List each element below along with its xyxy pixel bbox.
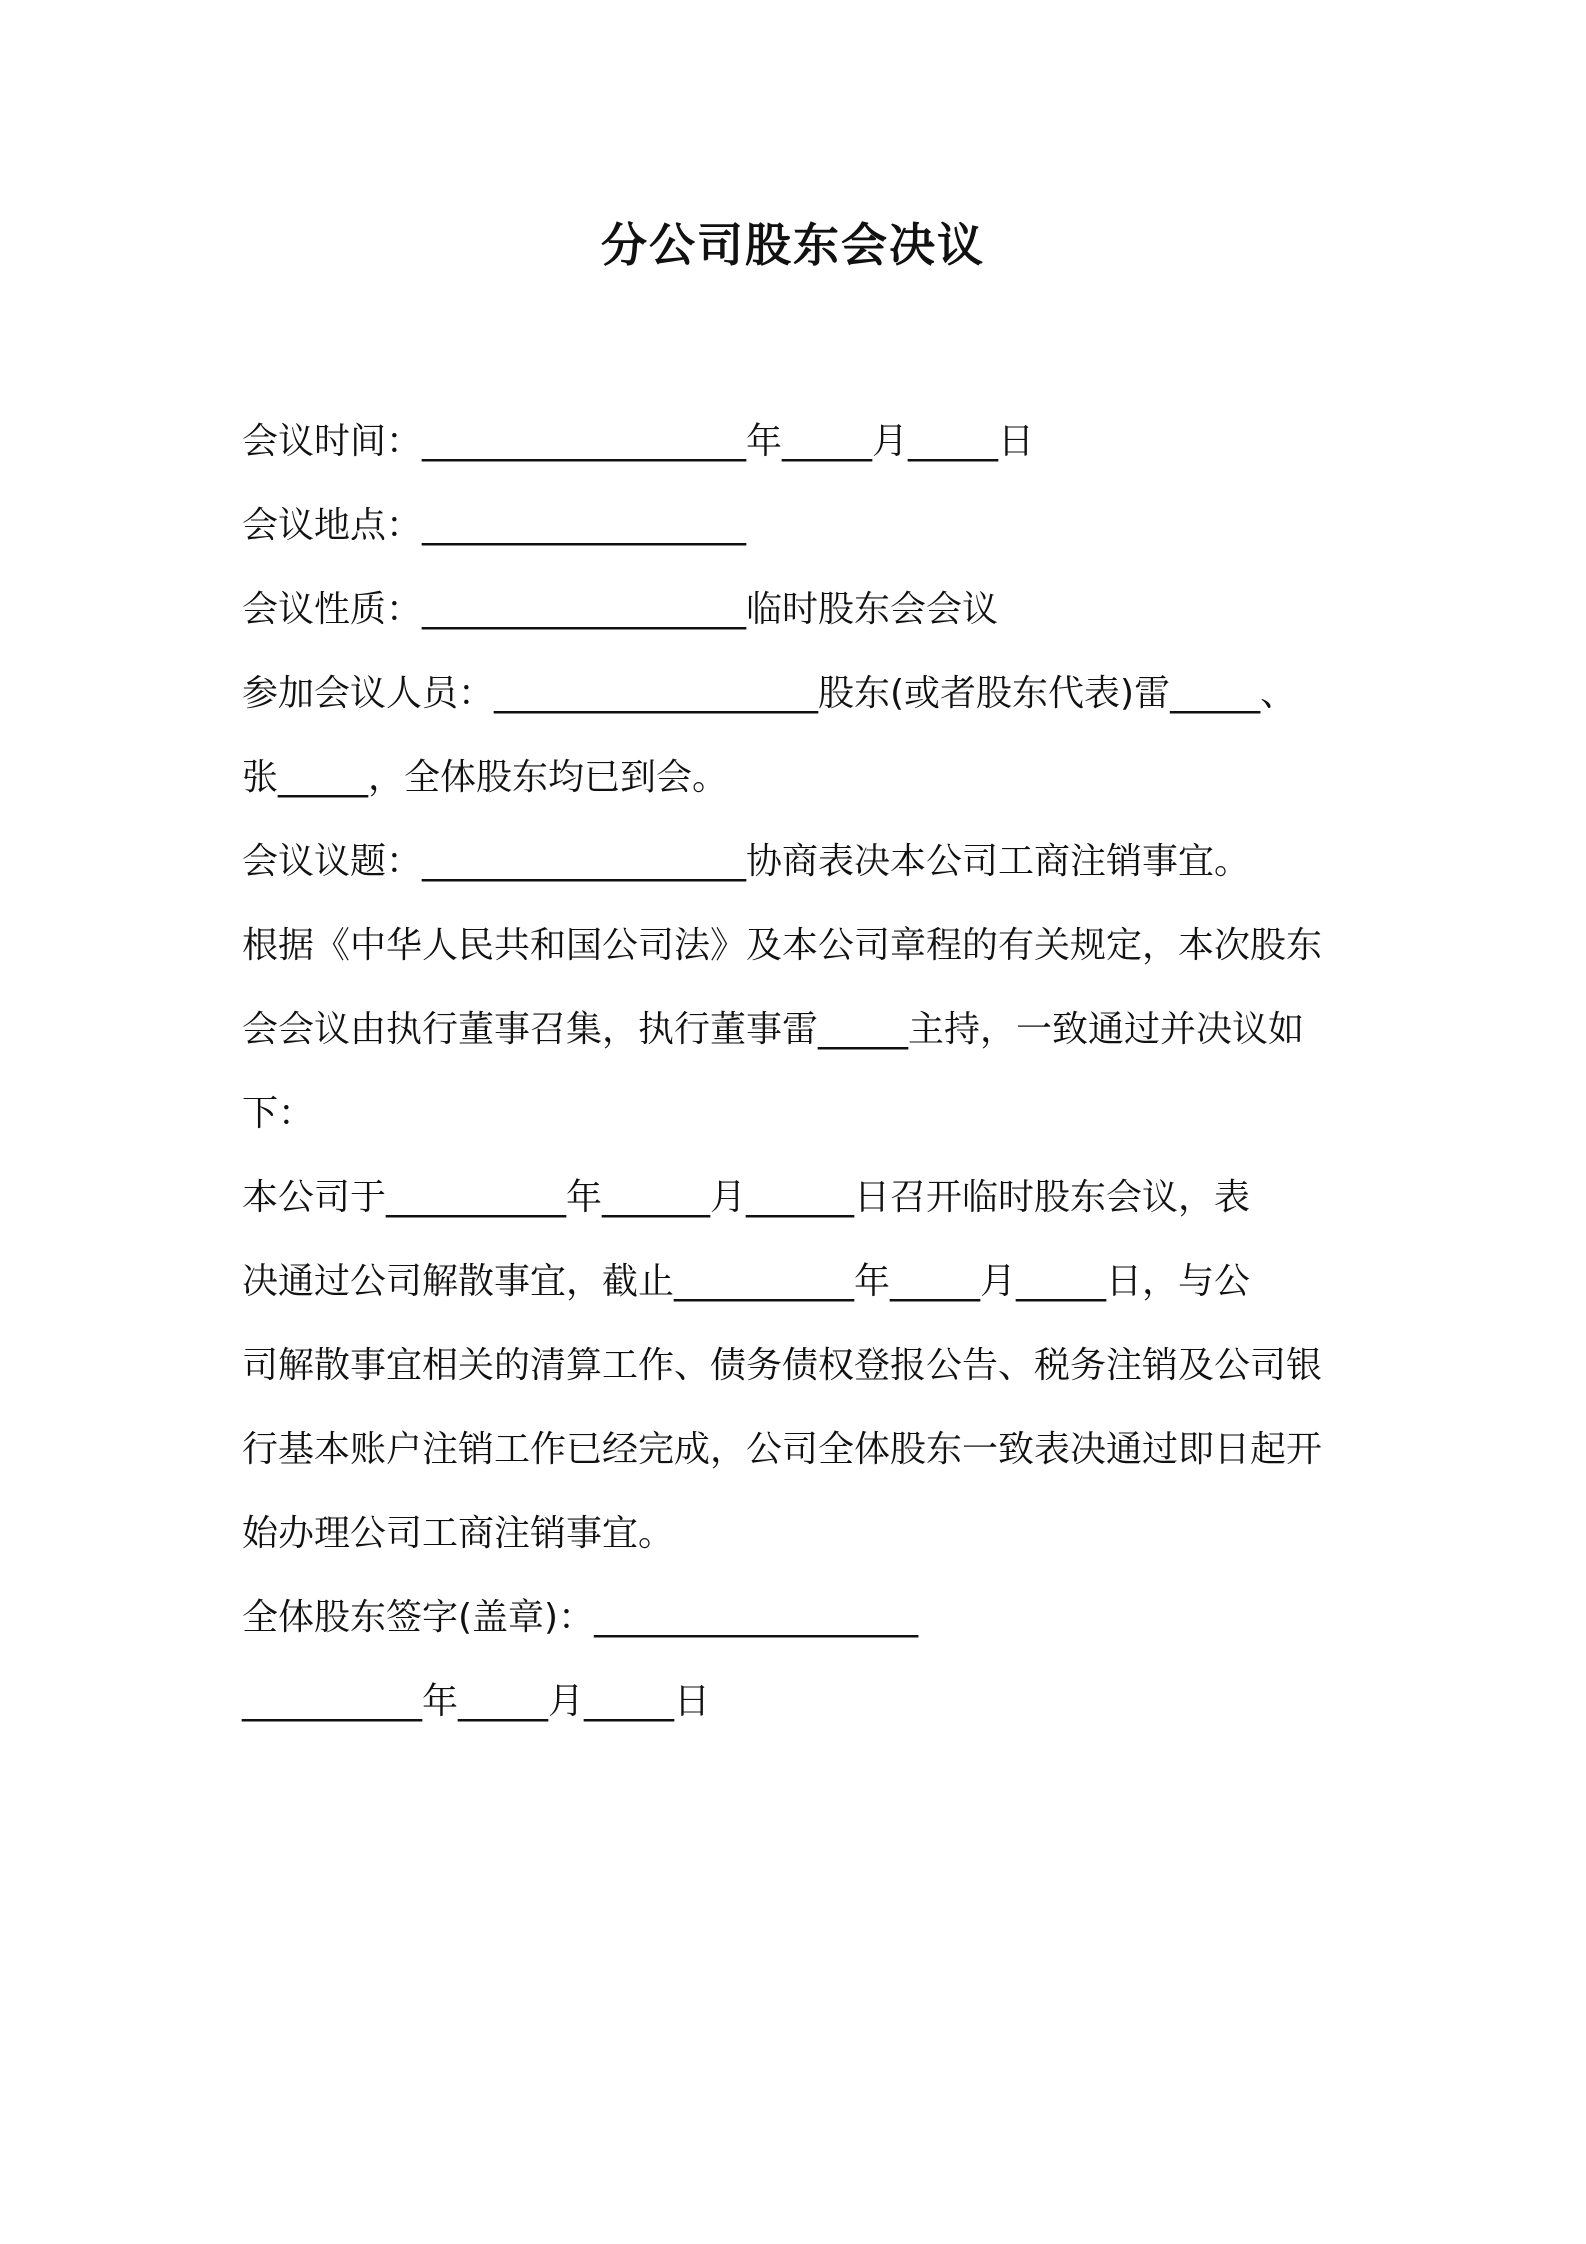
resolution-line-1: 本公司于__________年______月______日召开临时股东会议，表 [242, 1177, 1251, 1218]
shareholder-signature-line: 全体股东签字(盖章)：__________________ [242, 1597, 919, 1638]
attendees-line: 参加会议人员：__________________股东(或者股东代表)雷_____、 [242, 673, 1297, 714]
resolution-line-4: 行基本账户注销工作已经完成，公司全体股东一致表决通过即日起开 [242, 1429, 1323, 1470]
meeting-nature-line: 会议性质：__________________临时股东会会议 [242, 589, 999, 630]
meeting-location-line: 会议地点：__________________ [242, 505, 747, 546]
document-title: 分公司股东会决议 [601, 218, 985, 272]
document-body [242, 400, 1362, 1744]
meeting-time-line: 会议时间：__________________年_____月_____日 [242, 421, 1035, 462]
legal-basis-line-2: 会会议由执行董事召集，执行董事雷_____主持，一致通过并决议如 [242, 1009, 1305, 1050]
legal-basis-line-3: 下： [242, 1093, 315, 1134]
attendees-line-continued: 张_____，全体股东均已到会。 [242, 757, 729, 798]
meeting-topic-line: 会议议题：__________________协商表决本公司工商注销事宜。 [242, 841, 1251, 882]
signature-date-line: __________年_____月_____日 [242, 1681, 710, 1722]
resolution-line-2: 决通过公司解散事宜，截止__________年_____月_____日，与公 [242, 1261, 1251, 1302]
resolution-line-5: 始办理公司工商注销事宜。 [242, 1513, 675, 1554]
legal-basis-line-1: 根据《中华人民共和国公司法》及本公司章程的有关规定，本次股东 [242, 925, 1323, 966]
resolution-line-3: 司解散事宜相关的清算工作、债务债权登报公告、税务注销及公司银 [242, 1345, 1323, 1386]
